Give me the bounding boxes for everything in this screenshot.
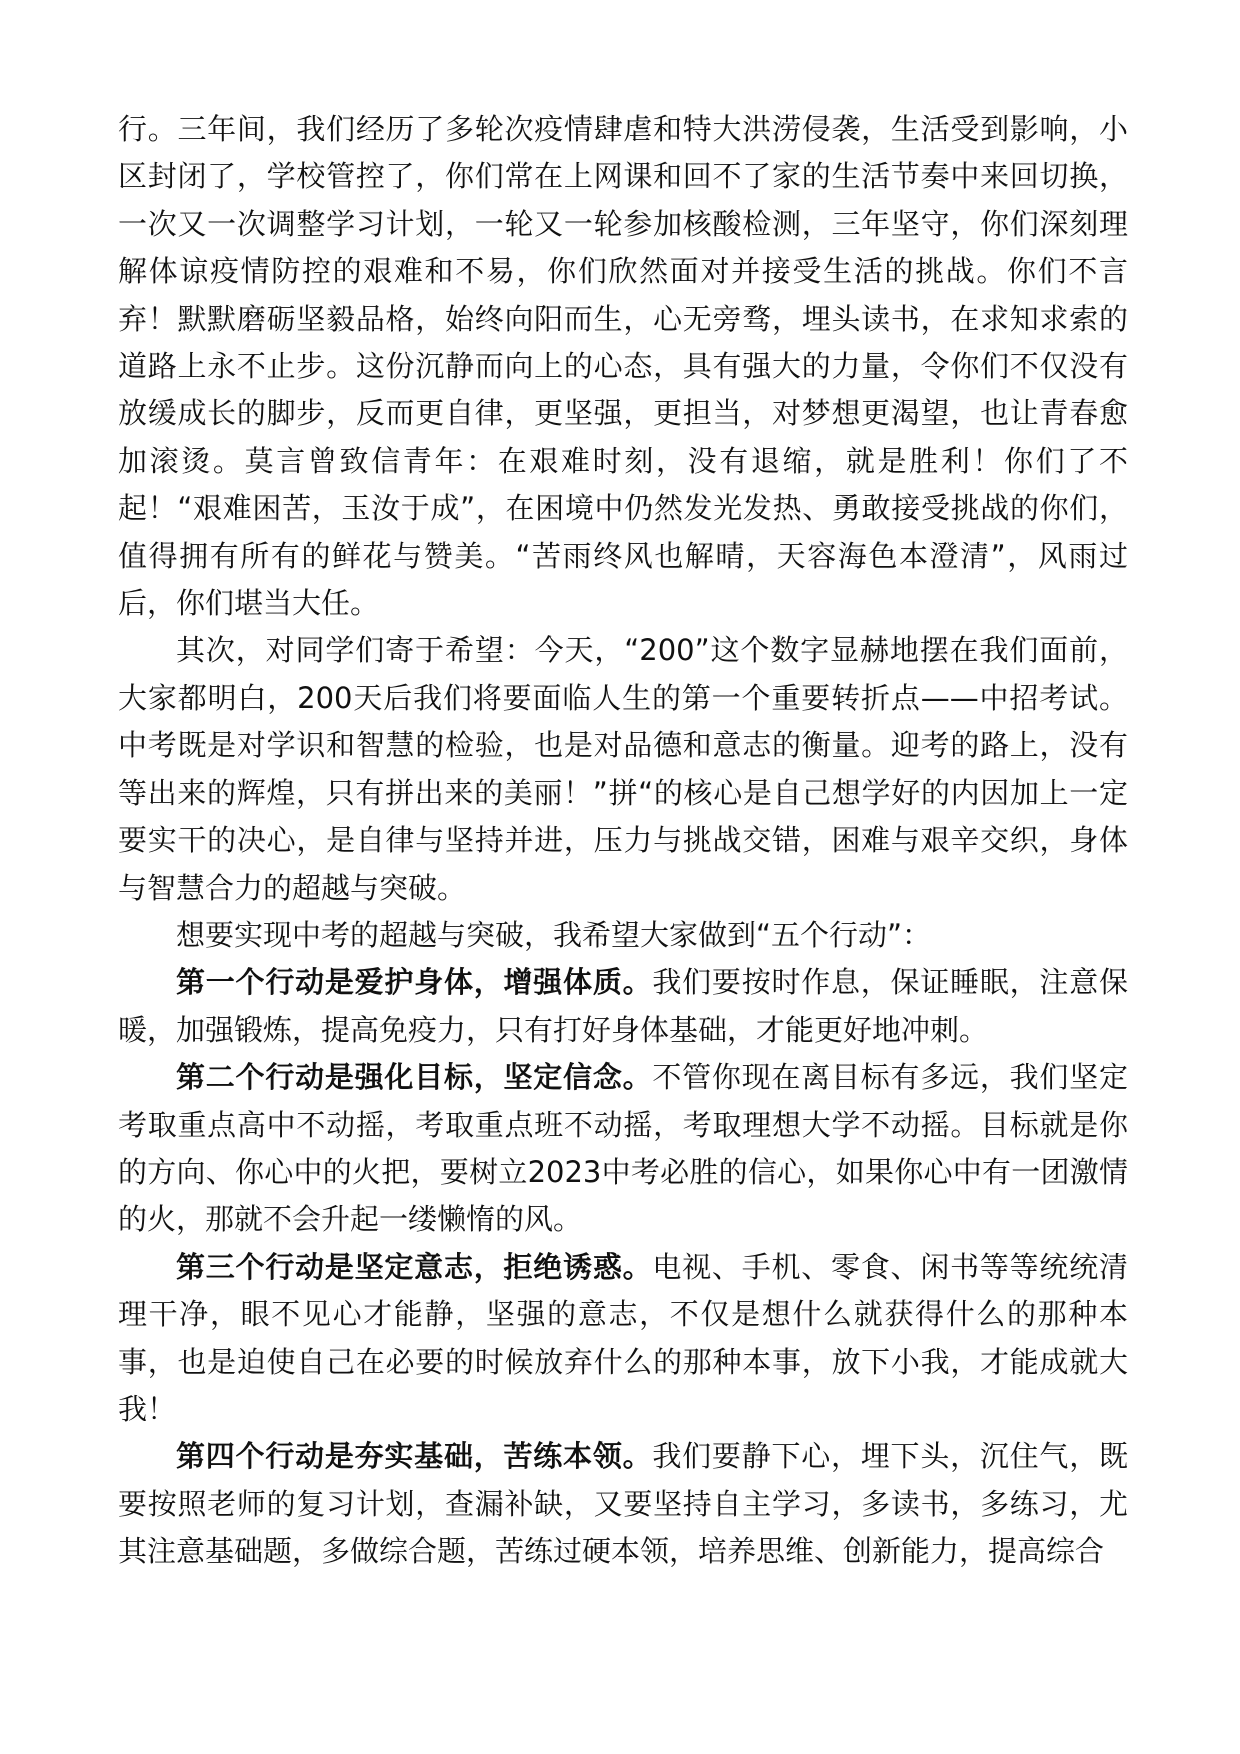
paragraph-action-2	[118, 1054, 1128, 1244]
action-heading: 第二个行动是强化目标，坚定信念。	[176, 1060, 653, 1095]
paragraph-text: 行。三年间，我们经历了多轮次疫情肆虐和特大洪涝侵袭，生活受到影响，小区封闭了，学校管控了，你们常在上网课和回不了家的生活节奏中来回切换，一次又一次调整学习计划，一轮又一轮参加核酸检测，三年坚守，你们深刻理解体谅疫情防控的艰难和不易，你们欣然面对并接受生活的挑战。你们不言弃！默默磨砺坚毅品格，始终向阳而生，心无旁骛，埋头读书，在求知求索的道路上永不止步。这份沉静而向上的心态，具有强大的力量，令你们不仅没有放缓成长的脚步，反而更自律，更坚强，更担当，对梦想更渴望，也让青春愈加滚烫。莫言曾致信青年：在艰难时刻，没有退缩，就是胜利！你们了不起！“艰难困苦，玉汝于成”，在困境中仍然发光发热、勇敢接受挑战的你们，值得拥有所有的鲜花与赞美。“苦雨终风也解晴，天容海色本澄清”，风雨过后，你们堪当大任。	[118, 112, 1128, 621]
paragraph-text: 想要实现中考的超越与突破，我希望大家做到“五个行动”：	[176, 917, 932, 952]
paragraph-text: 我们要按时作息，保证睡眠，注意保暖，加强锻炼，提高免疫力，只有打好身体基础，才能更好地冲刺。	[118, 965, 1128, 1047]
paragraph-text: 我们要静下心，埋下头，沉住气，既要按照老师的复习计划，查漏补缺，又要坚持自主学习，多读书，多练习，尤其注意基础题，多做综合题，苦练过硬本领，培养思维、创新能力，提高综合	[118, 1439, 1128, 1569]
paragraph-text: 不管你现在离目标有多远，我们坚定考取重点高中不动摇，考取重点班不动摇，考取理想大学不动摇。目标就是你的方向、你心中的火把，要树立2023中考必胜的信心，如果你心中有一团激情的火，那就不会升起一缕懒惰的风。	[118, 1060, 1128, 1237]
paragraph-continued	[118, 106, 1128, 627]
document-body	[118, 106, 1128, 1576]
paragraph-text: 其次，对同学们寄于希望：今天，“200”这个数字显赫地摆在我们面前，大家都明白，200天后我们将要面临人生的第一个重要转折点——中招考试。中考既是对学识和智慧的检验，也是对品德和意志的衡量。迎考的路上，没有等出来的辉煌，只有拼出来的美丽！”拼“的核心是自己想学好的内因加上一定要实干的决心，是自律与坚持并进，压力与挑战交错，困难与艰辛交织，身体与智慧合力的超越与突破。	[118, 633, 1128, 905]
action-heading: 第一个行动是爱护身体，增强体质。	[176, 965, 653, 1000]
action-heading: 第四个行动是夯实基础，苦练本领。	[176, 1439, 653, 1474]
action-heading: 第三个行动是坚定意志，拒绝诱惑。	[176, 1249, 653, 1284]
paragraph-hope	[118, 627, 1128, 911]
paragraph-action-4	[118, 1433, 1128, 1575]
paragraph-five-actions-intro	[118, 912, 1128, 959]
paragraph-action-3	[118, 1244, 1128, 1434]
paragraph-text: 电视、手机、零食、闲书等等统统清理干净，眼不见心才能静，坚强的意志，不仅是想什么就获得什么的那种本事，也是迫使自己在必要的时候放弃什么的那种本事，放下小我，才能成就大我！	[118, 1249, 1128, 1426]
paragraph-action-1	[118, 959, 1128, 1054]
